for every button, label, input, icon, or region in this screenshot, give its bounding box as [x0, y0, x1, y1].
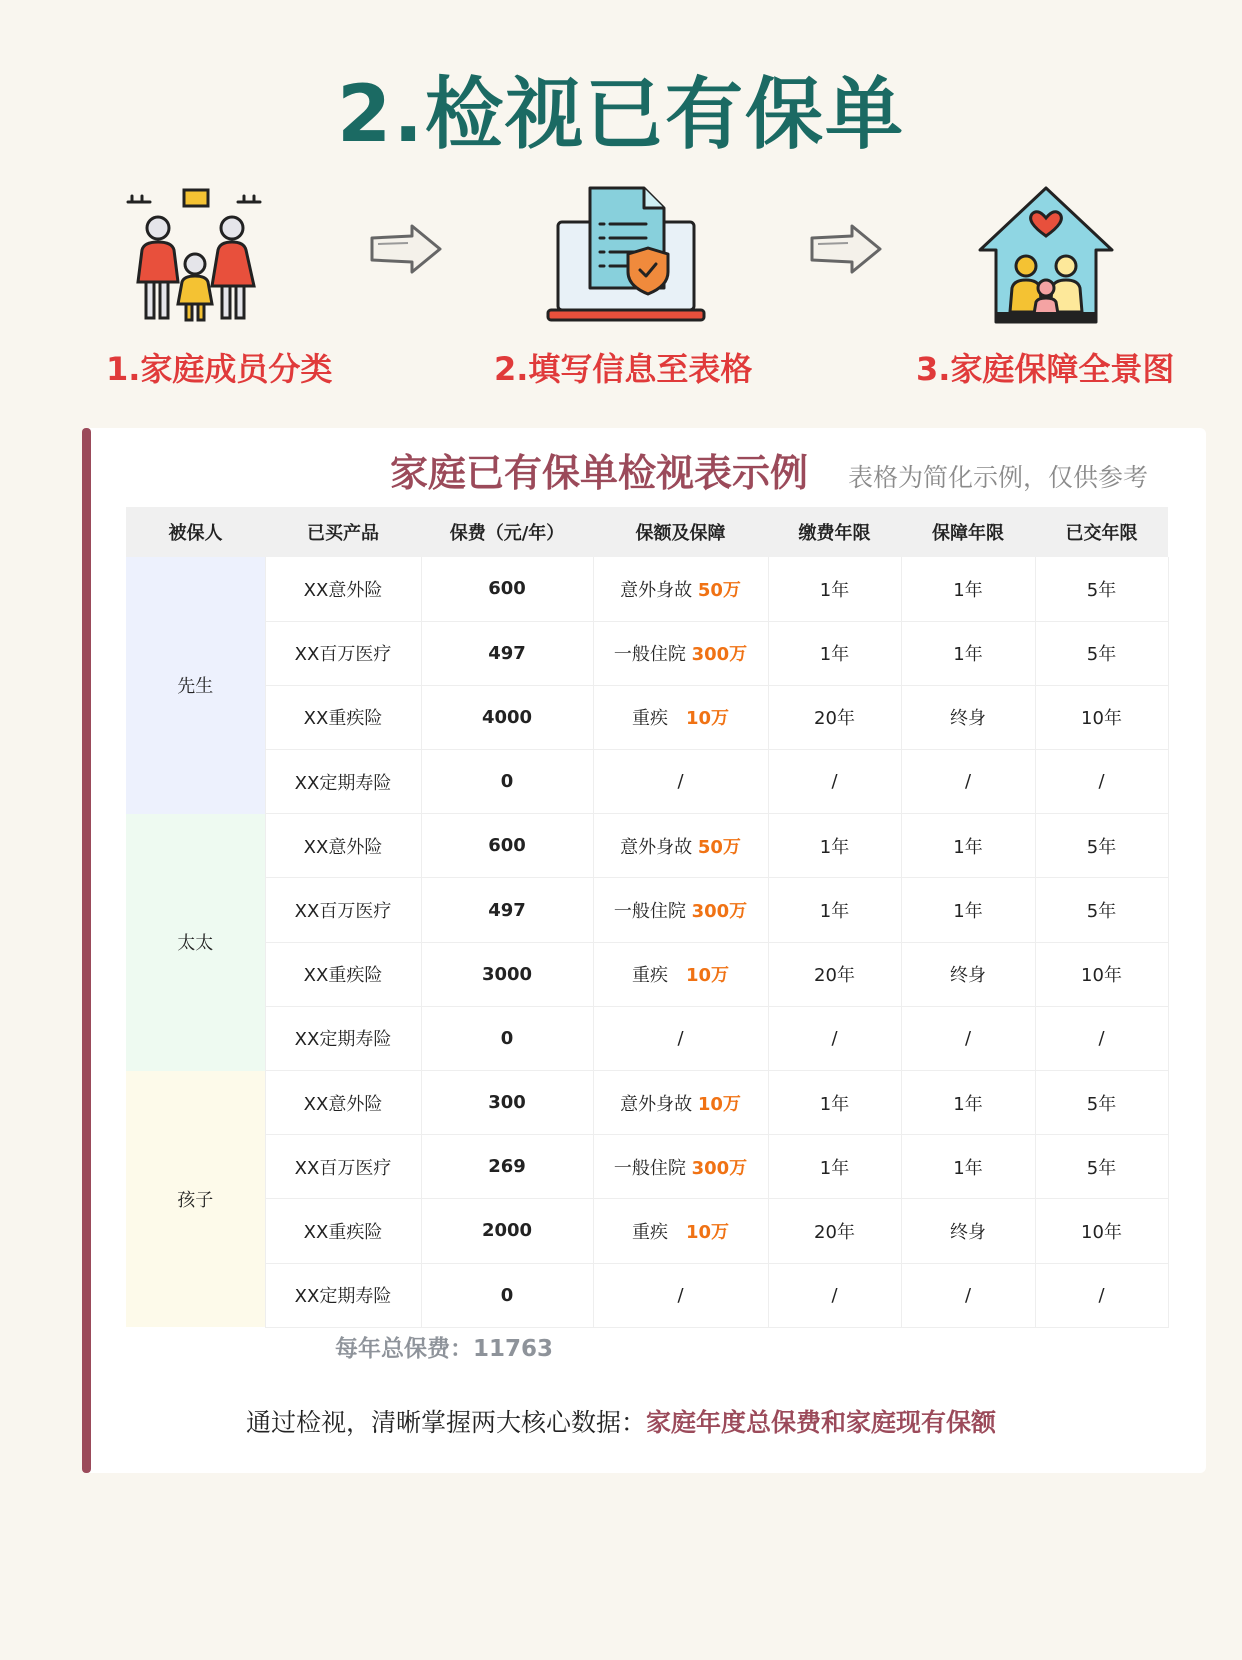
- coverage-type: 意外身故: [620, 1093, 698, 1115]
- coverage-type: 一般住院: [613, 901, 692, 923]
- table-row: [126, 1071, 1168, 1135]
- paid-years-cell: 5年: [1035, 814, 1168, 878]
- step-1-label: 1.家庭成员分类: [106, 350, 333, 388]
- cover-years-cell: 1年: [901, 1071, 1035, 1135]
- pay-years-cell: 1年: [768, 1071, 901, 1135]
- coverage-type: 重疾: [631, 1221, 686, 1243]
- pay-years-cell: 1年: [768, 814, 901, 878]
- product-cell: XX百万医疗: [265, 621, 421, 685]
- product-cell: XX定期寿险: [265, 1006, 421, 1070]
- card-accent-bar: [82, 428, 91, 1473]
- coverage-type: 一般住院: [613, 1157, 692, 1179]
- header-product: 已买产品: [265, 507, 421, 557]
- coverage-type: /: [677, 1027, 684, 1049]
- header-insured: 被保人: [126, 507, 265, 557]
- product-cell: XX定期寿险: [265, 1263, 421, 1327]
- coverage-cell: [593, 1135, 768, 1199]
- cover-years-cell: /: [901, 1006, 1035, 1070]
- coverage-cell: [593, 621, 768, 685]
- paid-years-cell: /: [1035, 1263, 1168, 1327]
- coverage-cell: [593, 557, 768, 621]
- premium-cell: 497: [421, 621, 593, 685]
- product-cell: XX重疾险: [265, 942, 421, 1006]
- table-row: [126, 1006, 1168, 1070]
- coverage-cell: [593, 814, 768, 878]
- cover-years-cell: 1年: [901, 557, 1035, 621]
- family-house-icon: [976, 184, 1116, 326]
- premium-cell: 300: [421, 1071, 593, 1135]
- bottom-note-highlight: 家庭年度总保费和家庭现有保额: [646, 1408, 997, 1437]
- premium-cell: 0: [421, 1263, 593, 1327]
- coverage-amount: 10万: [685, 965, 730, 987]
- coverage-amount: 10万: [685, 708, 730, 730]
- bottom-note: [0, 1403, 1242, 1439]
- premium-cell: 0: [421, 750, 593, 814]
- table-row: [126, 621, 1168, 685]
- paid-years-cell: /: [1035, 1006, 1168, 1070]
- table-row: [126, 557, 1168, 621]
- pay-years-cell: /: [768, 1006, 901, 1070]
- premium-cell: 4000: [421, 685, 593, 749]
- coverage-type: 一般住院: [613, 644, 692, 666]
- coverage-cell: [593, 1071, 768, 1135]
- coverage-amount: 50万: [697, 836, 741, 858]
- coverage-amount: 300万: [691, 901, 748, 923]
- pay-years-cell: 1年: [768, 557, 901, 621]
- product-cell: XX意外险: [265, 814, 421, 878]
- coverage-cell: [593, 942, 768, 1006]
- header-paid-years: 已交年限: [1035, 507, 1168, 557]
- premium-cell: 0: [421, 1006, 593, 1070]
- insured-person-cell: 先生: [126, 557, 265, 814]
- paid-years-cell: 10年: [1035, 685, 1168, 749]
- premium-cell: 600: [421, 557, 593, 621]
- paid-years-cell: 5年: [1035, 878, 1168, 942]
- paid-years-cell: 5年: [1035, 557, 1168, 621]
- pay-years-cell: 20年: [768, 942, 901, 1006]
- cover-years-cell: 1年: [901, 1135, 1035, 1199]
- coverage-amount: 300万: [691, 644, 748, 666]
- table-row: [126, 750, 1168, 814]
- premium-cell: 269: [421, 1135, 593, 1199]
- paid-years-cell: /: [1035, 750, 1168, 814]
- insured-person-cell: 太太: [126, 814, 265, 1071]
- table-row: [126, 1263, 1168, 1327]
- table-row: [126, 1199, 1168, 1263]
- pay-years-cell: 20年: [768, 1199, 901, 1263]
- coverage-amount: 300万: [691, 1157, 748, 1179]
- cover-years-cell: 终身: [901, 942, 1035, 1006]
- premium-cell: 3000: [421, 942, 593, 1006]
- insured-person-cell: 孩子: [126, 1071, 265, 1328]
- coverage-amount: 10万: [697, 1093, 741, 1115]
- pay-years-cell: 1年: [768, 1135, 901, 1199]
- paid-years-cell: 10年: [1035, 1199, 1168, 1263]
- product-cell: XX意外险: [265, 557, 421, 621]
- header-coverage: 保额及保障: [593, 507, 768, 557]
- arrow-right-icon: [368, 222, 444, 276]
- coverage-cell: [593, 1263, 768, 1327]
- paid-years-cell: 10年: [1035, 942, 1168, 1006]
- paid-years-cell: 5年: [1035, 621, 1168, 685]
- page-title: 2.检视已有保单: [337, 70, 905, 160]
- product-cell: XX重疾险: [265, 1199, 421, 1263]
- step-2-label: 2.填写信息至表格: [494, 350, 753, 388]
- premium-cell: 497: [421, 878, 593, 942]
- policy-table: [126, 507, 1169, 1328]
- table-row: [126, 942, 1168, 1006]
- coverage-amount: 10万: [685, 1221, 730, 1243]
- pay-years-cell: 1年: [768, 621, 901, 685]
- cover-years-cell: 1年: [901, 814, 1035, 878]
- cover-years-cell: 1年: [901, 621, 1035, 685]
- pay-years-cell: 20年: [768, 685, 901, 749]
- paid-years-cell: 5年: [1035, 1071, 1168, 1135]
- family-icon: [120, 186, 270, 326]
- pay-years-cell: 1年: [768, 878, 901, 942]
- table-row: [126, 1135, 1168, 1199]
- coverage-cell: [593, 750, 768, 814]
- card-title: 家庭已有保单检视表示例: [390, 451, 809, 495]
- cover-years-cell: 1年: [901, 878, 1035, 942]
- card-subtitle: 表格为简化示例，仅供参考: [848, 463, 1149, 492]
- cover-years-cell: /: [901, 750, 1035, 814]
- coverage-type: 重疾: [631, 965, 686, 987]
- pay-years-cell: /: [768, 1263, 901, 1327]
- coverage-type: 意外身故: [620, 836, 698, 858]
- coverage-cell: [593, 1199, 768, 1263]
- premium-cell: 2000: [421, 1199, 593, 1263]
- table-row: [126, 878, 1168, 942]
- document-shield-icon: [546, 184, 706, 326]
- product-cell: XX重疾险: [265, 685, 421, 749]
- pay-years-cell: /: [768, 750, 901, 814]
- product-cell: XX百万医疗: [265, 1135, 421, 1199]
- coverage-type: 意外身故: [620, 579, 698, 601]
- product-cell: XX定期寿险: [265, 750, 421, 814]
- table-header-row: [126, 507, 1168, 557]
- total-premium: 每年总保费：11763: [335, 1336, 554, 1362]
- coverage-amount: 50万: [697, 579, 741, 601]
- header-pay-years: 缴费年限: [768, 507, 901, 557]
- cover-years-cell: 终身: [901, 685, 1035, 749]
- cover-years-cell: /: [901, 1263, 1035, 1327]
- coverage-cell: [593, 685, 768, 749]
- coverage-cell: [593, 1006, 768, 1070]
- product-cell: XX百万医疗: [265, 878, 421, 942]
- header-cover-years: 保障年限: [901, 507, 1035, 557]
- header-premium: 保费（元/年）: [421, 507, 593, 557]
- coverage-cell: [593, 878, 768, 942]
- paid-years-cell: 5年: [1035, 1135, 1168, 1199]
- step-3-label: 3.家庭保障全景图: [916, 350, 1175, 388]
- coverage-type: 重疾: [631, 708, 686, 730]
- coverage-type: /: [677, 771, 684, 793]
- table-row: [126, 685, 1168, 749]
- arrow-right-icon: [808, 222, 884, 276]
- premium-cell: 600: [421, 814, 593, 878]
- table-row: [126, 814, 1168, 878]
- cover-years-cell: 终身: [901, 1199, 1035, 1263]
- coverage-type: /: [677, 1284, 684, 1306]
- bottom-note-prefix: 通过检视，清晰掌握两大核心数据：: [245, 1408, 646, 1437]
- product-cell: XX意外险: [265, 1071, 421, 1135]
